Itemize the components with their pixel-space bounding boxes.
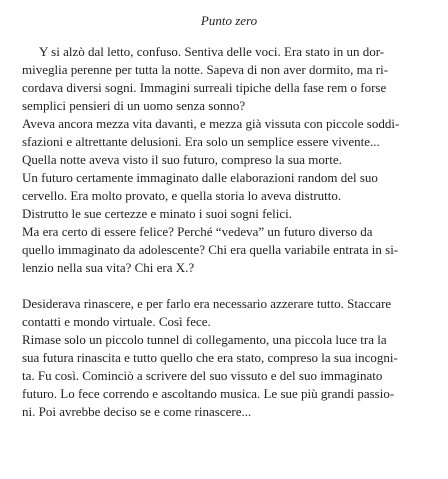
text-line: cordava diversi sogni. Immagini surreali tipiche della fase rem o forse xyxy=(22,80,387,95)
text-line: Y si alzò dal letto, confuso. Sentiva delle voci. Era stato in un dor- xyxy=(39,44,385,59)
document-page xyxy=(22,12,436,421)
text-line: lenzio nella sua vita? Chi era X.? xyxy=(22,260,195,275)
text-line: sua futura rinascita e tutto quello che era stato, compreso la sua incogni- xyxy=(22,350,398,365)
text-line: contatti e mondo virtuale. Così fece. xyxy=(22,314,211,329)
text-line: miveglia perenne per tutta la notte. Sapeva di non aver dormito, ma ri- xyxy=(22,62,389,77)
text-line: ta. Fu così. Cominciò a scrivere del suo vissuto e del suo immaginato xyxy=(22,368,383,383)
paragraph-spacer xyxy=(22,277,436,295)
text-line: Quella notte aveva visto il suo futuro, compreso la sua morte. xyxy=(22,152,342,167)
paragraph-1 xyxy=(22,43,436,277)
text-line: quello immaginato da adolescente? Chi era quella variabile entrata in si- xyxy=(22,242,399,257)
text-line: Un futuro certamente immaginato dalle elaborazioni random del suo xyxy=(22,170,378,185)
text-line: Rimase solo un piccolo tunnel di collegamento, una piccola luce tra la xyxy=(22,332,387,347)
text-line: cervello. Era molto provato, e quella storia lo aveva distrutto. xyxy=(22,188,342,203)
paragraph-2 xyxy=(22,295,436,421)
text-line: futuro. Lo fece correndo e ascoltando musica. Le sue più grandi passio- xyxy=(22,386,395,401)
text-line: Distrutto le sue certezze e minato i suoi sogni felici. xyxy=(22,206,293,221)
text-line: ni. Poi avrebbe deciso se e come rinascere... xyxy=(22,404,252,419)
text-line: sfazioni e altrettante delusioni. Era solo un semplice essere vivente... xyxy=(22,134,380,149)
text-line: Ma era certo di essere felice? Perché “vedeva” un futuro diverso da xyxy=(22,224,373,239)
text-line: Aveva ancora mezza vita davanti, e mezza già vissuta con piccole soddi- xyxy=(22,116,400,131)
document-title: Punto zero xyxy=(200,13,258,28)
text-line: Desiderava rinascere, e per farlo era necessario azzerare tutto. Staccare xyxy=(22,296,392,311)
text-line: semplici pensieri di un uomo senza sonno? xyxy=(22,98,246,113)
